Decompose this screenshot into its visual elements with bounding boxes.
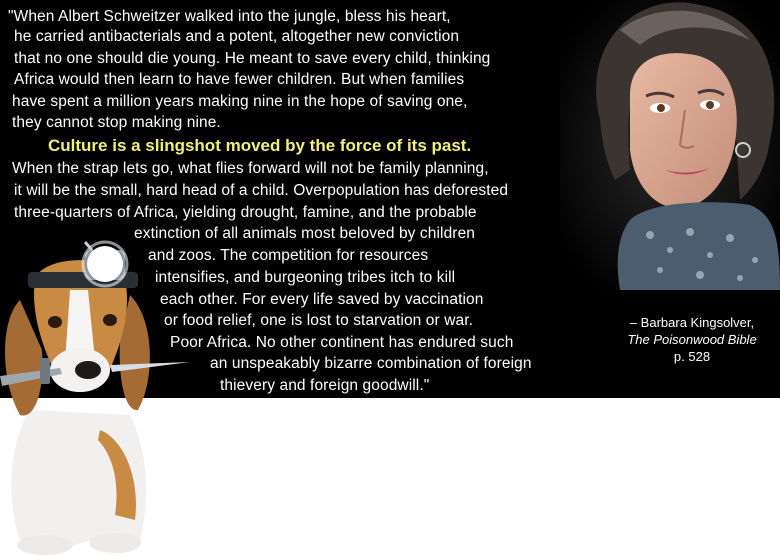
quote-line-2: he carried antibacterials and a potent, altogether new conviction: [14, 28, 460, 45]
highlight-quote: Culture is a slingshot moved by the force of its past.: [48, 136, 472, 155]
quote-line-6: they cannot stop making nine.: [12, 114, 221, 131]
quote-line-4: Africa would then learn to have fewer children. But when families: [14, 71, 465, 88]
attribution-book: The Poisonwood Bible: [627, 332, 757, 347]
quote-line-3: that no one should die young. He meant to save every child, thinking: [14, 50, 491, 67]
attribution-page: p. 528: [673, 349, 711, 364]
beagle-illustration: [0, 240, 200, 556]
quote-line-14: or food relief, one is lost to starvation or war.: [164, 312, 474, 329]
author-portrait: [560, 0, 780, 290]
quote-line-5: have spent a million years making nine in the hope of saving one,: [12, 93, 468, 110]
quote-line-11: and zoos. The competition for resources: [148, 247, 429, 264]
quote-line-1: "When Albert Schweitzer walked into the jungle, bless his heart,: [8, 8, 451, 25]
quote-line-15: Poor Africa. No other continent has endured such: [170, 334, 514, 351]
quote-line-8: it will be the small, hard head of a child. Overpopulation has deforested: [14, 182, 509, 199]
quote-line-13: each other. For every life saved by vaccination: [160, 291, 484, 308]
quote-line-17: thievery and foreign goodwill.": [220, 377, 430, 394]
quote-line-12: intensifies, and burgeoning tribes itch to kill: [155, 269, 456, 286]
attribution-author: – Barbara Kingsolver,: [629, 315, 755, 330]
quote-line-16: an unspeakably bizarre combination of foreign: [210, 355, 532, 372]
quote-line-9: three-quarters of Africa, yielding drought, famine, and the probable: [14, 204, 477, 221]
quote-line-7: When the strap lets go, what flies forward will not be family planning,: [12, 160, 489, 177]
quote-line-10: extinction of all animals most beloved by children: [134, 225, 476, 242]
